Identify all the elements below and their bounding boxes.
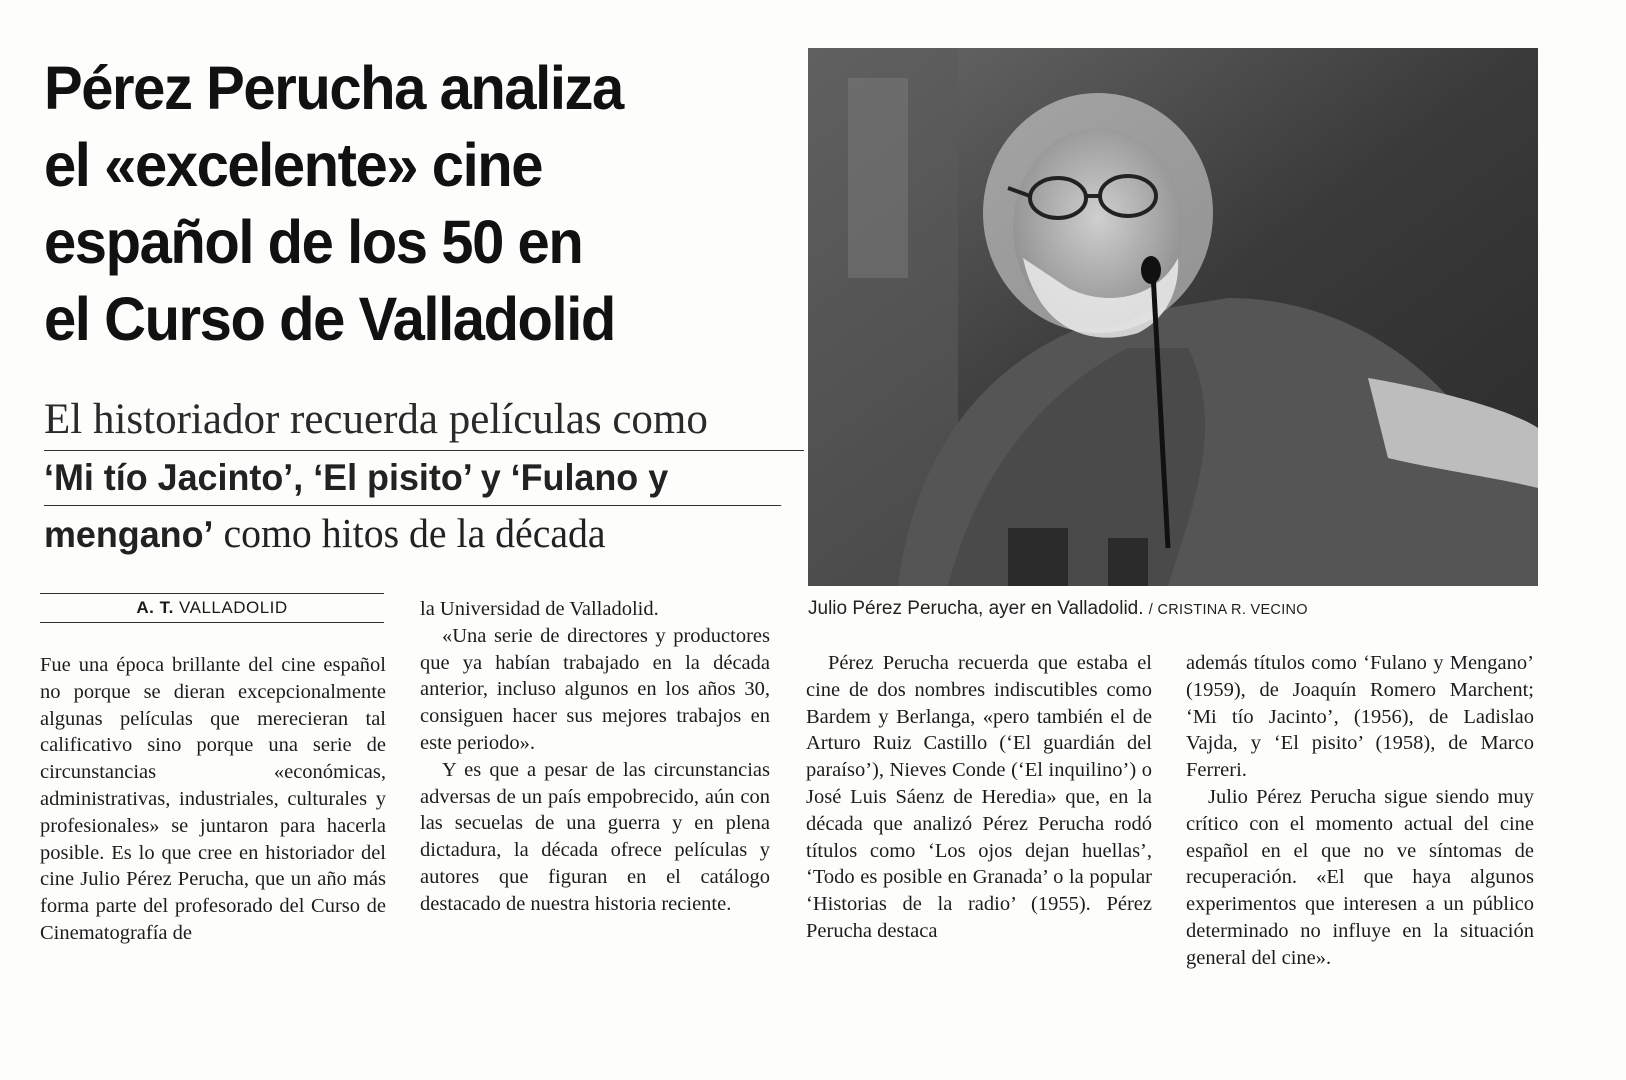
headline-line: Pérez Perucha analiza [44,54,623,122]
headline [44,50,747,358]
byline-place: VALLADOLID [179,598,288,617]
paragraph: la Universidad de Valladolid. [420,598,659,620]
paragraph: Julio Pérez Perucha sigue siendo muy crítico con el momento actual del cine español en el que no ve síntomas de recuperación. «El que haya algunos experimentos que interesen a un público determinado no influye en la situación general del cine». [1186,785,1534,969]
subheadline [44,392,804,562]
paragraph: Pérez Perucha recuerda que estaba el cine de dos nombres indiscutibles como Bardem y Berlanga, «pero también el de Arturo Ruiz Castillo (‘El guardián del paraíso’), Nieves Conde (‘El inquilino’) o José Luis Sáenz de Heredia» que, en la década que analizó Pérez Perucha rodó títulos como ‘Los ojos dejan huellas’, ‘Todo es posible en Granada’ o la popular ‘Historias de la radio’ (1955). Pérez Perucha destaca [806,652,1152,942]
paragraph: «Una serie de directores y productores que ya habían trabajado en la década anterior, incluso algunos en los años 30, consiguen hacer sus mejores trabajos en este periodo». [420,624,770,754]
subhead-line [44,506,781,562]
paragraph: además títulos como ‘Fulano y Mengano’ (1959), de Joaquín Romero Marchent; ‘Mi tío Jacinto’, (1956), de Ladislao Vajda, y ‘El pisito’ (1958), de Marco Ferreri. [1186,652,1534,782]
photo-caption [808,598,1548,620]
subhead-line: ‘Mi tío Jacinto’, ‘El pisito’ y ‘Fulano y [44,451,781,506]
subhead-bold-fragment: mengano’ [44,514,214,555]
article-column-1 [40,652,386,947]
headline-line: el Curso de Valladolid [44,285,615,353]
paragraph: Y es que a pesar de las circunstancias adversas de un país empobrecido, aún con las secuelas de una guerra y en plena dictadura, la década ofrece películas y autores que figuran en el catálogo destacado de nuestra historia reciente. [420,758,770,915]
subhead-regular-fragment: como hitos de la década [213,510,606,556]
article-column-2 [420,596,770,918]
caption-text: Julio Pérez Perucha, ayer en Valladolid. [808,598,1144,619]
photo-credit: / CRISTINA R. VECINO [1148,602,1308,618]
article-photo [808,48,1538,586]
paragraph: Fue una época brillante del cine español no porque se dieran excepcionalmente algunas películas que merecieran tal calificativo sino porque una serie de circunstancias «económicas, administrativas, industriales, culturales y profesionales» se juntaron para hacerla posible. Es lo que cree en historiador del cine Julio Pérez Perucha, que un año más forma parte del profesorado del Curso de Cinematografía de [40,654,386,944]
byline [40,593,384,623]
article-column-3 [806,650,1152,945]
headline-line: español de los 50 en [44,208,583,276]
subhead-line: El historiador recuerda películas como [44,392,804,451]
photo-illustration [808,48,1538,586]
headline-line: el «excelente» cine [44,131,543,199]
byline-author: A. T. [136,598,174,617]
article-column-4 [1186,650,1534,972]
